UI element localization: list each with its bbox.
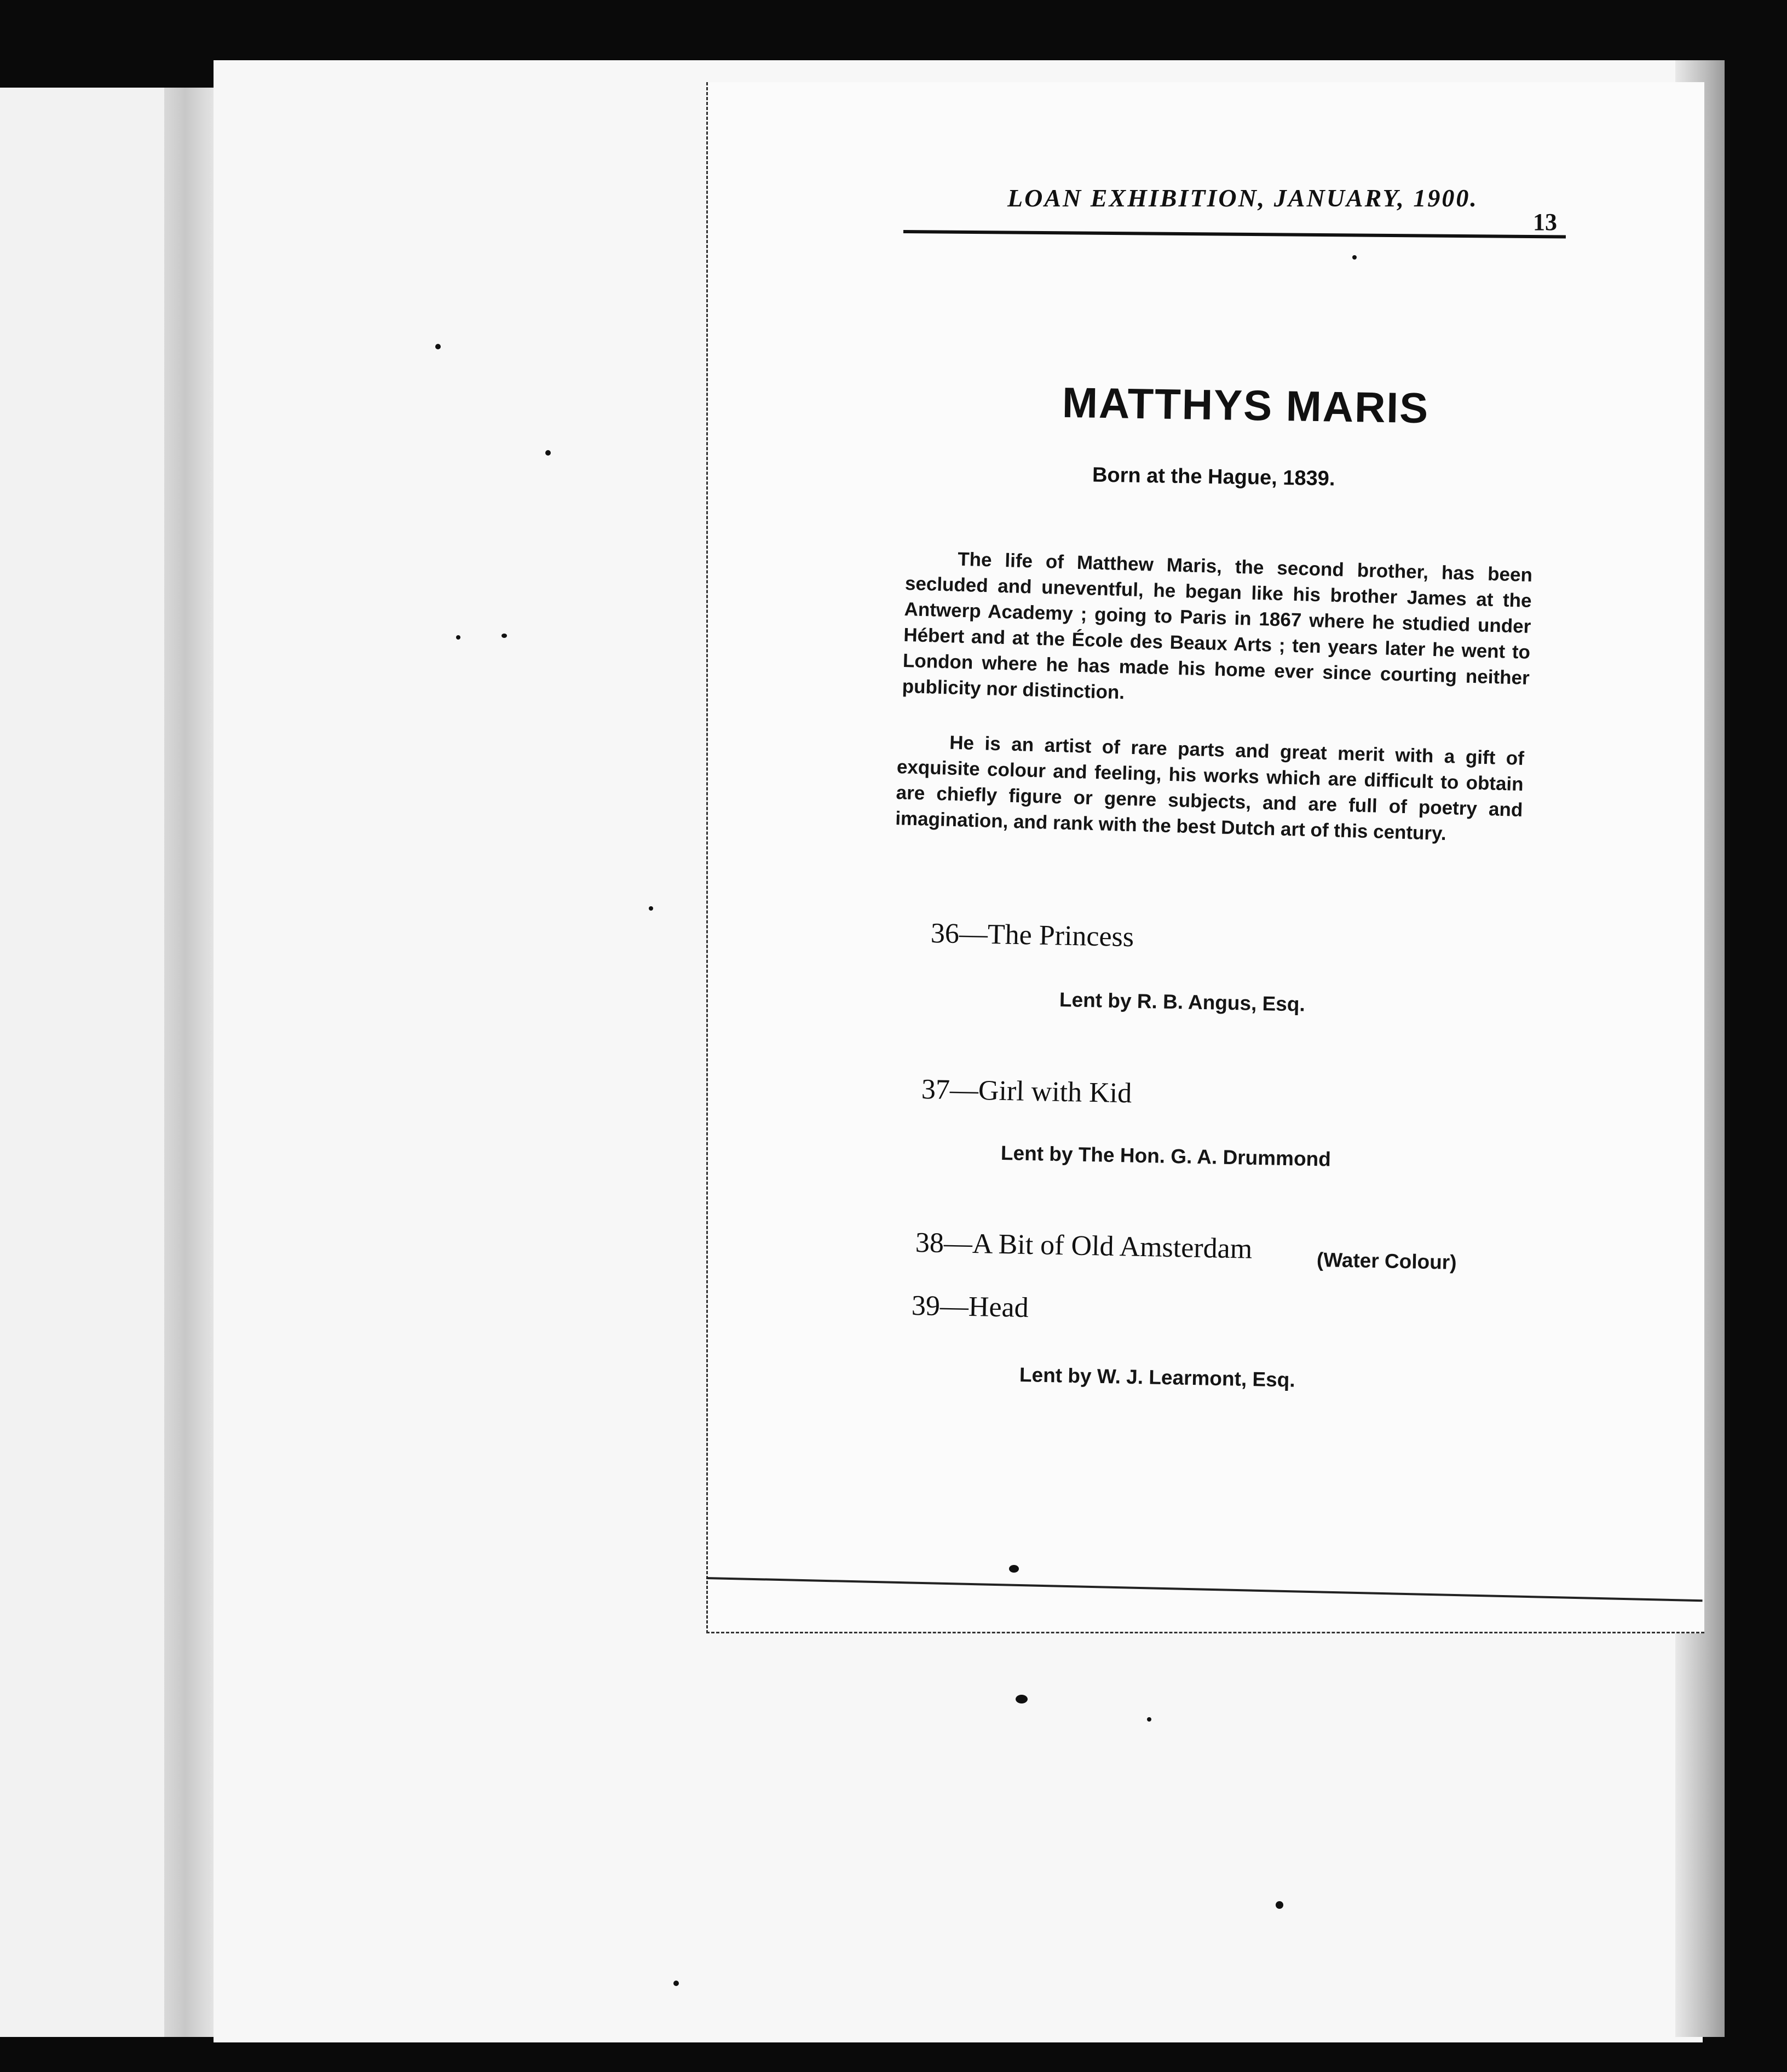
scan-speck (545, 450, 551, 456)
printed-leaf (706, 82, 1704, 1633)
scan-speck (456, 635, 460, 640)
scan-speck (501, 634, 507, 638)
biography-paragraph: He is an artist of rare parts and great merit with a gift of exquisite colour and feeling, his works which are difficult to obtain are chiefly figure or genre subjects, and are full of poetry and imagination, and rank with the best Dutch art of this century. (895, 732, 1525, 845)
running-header: LOAN EXHIBITION, JANUARY, 1900. (1007, 184, 1478, 212)
scan-speck (1016, 1695, 1028, 1703)
scan-speck (673, 1981, 679, 1986)
scan-speck (435, 344, 441, 349)
biography-paragraph: The life of Matthew Maris, the second brother, has been secluded and uneventful, he began like his brother James at the Antwerp Academy ; going to Paris in 1867 where he studied under Hébert and at the École des Beaux Arts ; ten years later he went to London where he has made his home ever since courting neither publicity nor distinction. (902, 548, 1533, 704)
scan-speck (1147, 1717, 1151, 1722)
page-number: 13 (1533, 209, 1557, 235)
catalogue-entry-lender: Lent by W. J. Learmont, Esq. (1019, 1363, 1296, 1391)
scan-speck (1352, 255, 1357, 260)
catalogue-entry-title: 37—Girl with Kid (921, 1074, 1132, 1109)
catalogue-entry-medium: (Water Colour) (1316, 1248, 1457, 1274)
catalogue-entry-title: 38—A Bit of Old Amsterdam (915, 1227, 1253, 1265)
scan-speck (649, 906, 653, 911)
book-gutter (164, 88, 216, 2037)
artist-name: MATTHYS MARIS (1062, 378, 1429, 433)
catalogue-entry-title: 39—Head (911, 1290, 1029, 1324)
catalogue-entry-lender: Lent by The Hon. G. A. Drummond (1000, 1142, 1331, 1171)
scan-speck (1009, 1565, 1019, 1573)
catalogue-entry-lender: Lent by R. B. Angus, Esq. (1059, 988, 1306, 1016)
scan-speck (1276, 1901, 1283, 1909)
artist-birth: Born at the Hague, 1839. (1092, 463, 1335, 491)
catalogue-entry-title: 36—The Princess (930, 918, 1134, 953)
